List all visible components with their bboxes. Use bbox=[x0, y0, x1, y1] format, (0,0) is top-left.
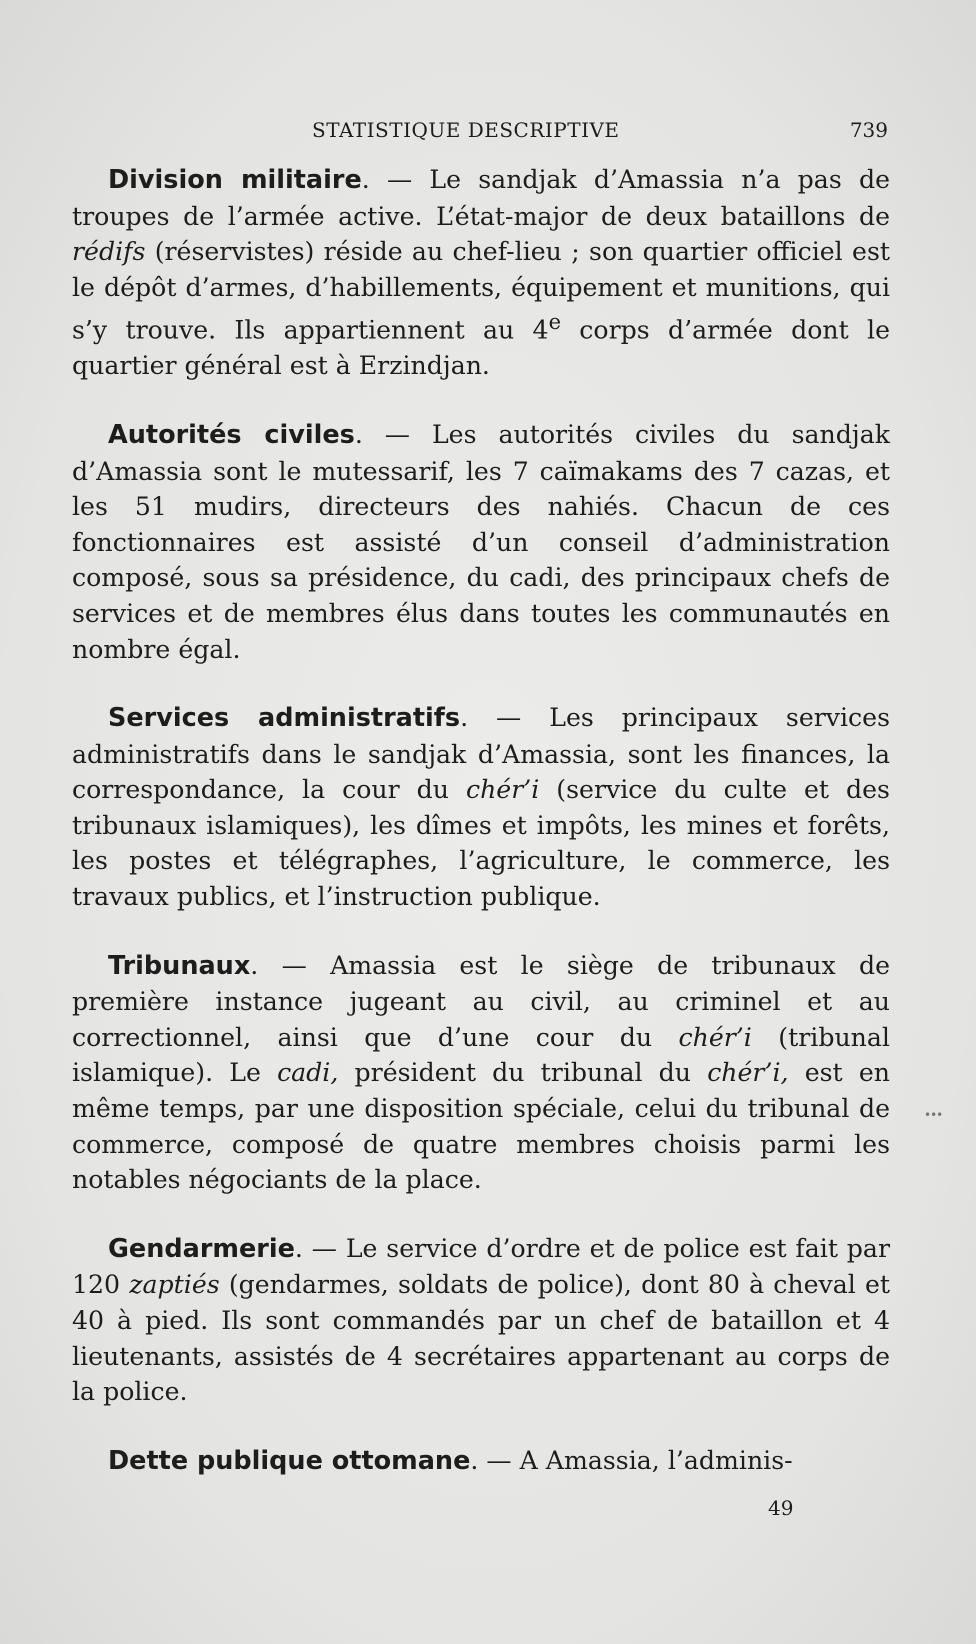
ordinal-superscript: e bbox=[548, 310, 562, 335]
paragraph-services-administratifs bbox=[72, 700, 890, 915]
italic-term: cadi, bbox=[277, 1058, 339, 1088]
section-heading: Division militaire bbox=[108, 165, 362, 195]
paragraph-text: . — Les principaux services administratifs dans le sandjak d’Amassia, sont les finances, la correspondance, la cour du bbox=[72, 703, 890, 805]
paragraph-text: président du tribunal du bbox=[338, 1058, 708, 1088]
body-text bbox=[72, 162, 890, 1512]
italic-term: chér’i bbox=[678, 1022, 752, 1052]
paragraph-text: (gendarmes, soldats de police), dont 80 à cheval et 40 à pied. Ils sont commandés par un chef de bataillon et 4 lieutenants, assistés de 4 secrétaires appartenant au corps de la police. bbox=[72, 1270, 890, 1407]
edge-mark: ••• bbox=[924, 1108, 943, 1122]
section-heading: Tribunaux bbox=[108, 950, 251, 981]
italic-term: zaptiés bbox=[129, 1270, 220, 1300]
paragraph-text: (service du culte et des tribunaux islamiques), les dîmes et impôts, les mines et forêts, les postes et télégraphes, l’agriculture, le commerce, les travaux publics, et l’instruction publique. bbox=[72, 775, 890, 912]
paragraph-text: corps d’armée dont le quartier général est à Erzindjan. bbox=[72, 315, 890, 381]
paragraph-text: . — Les autorités civiles du sandjak d’Amassia sont le mutessarif, les 7 caïmakams des 7 cazas, et les 51 mudirs, directeurs des nahiés. Chacun de ces fonctionnaires est assisté d’un conseil d’administration composé, sous sa présidence, du cadi, des principaux chefs de services et de membres élus dans toutes les communautés en nombre égal. bbox=[72, 419, 890, 664]
paragraph-dette-publique bbox=[72, 1443, 890, 1480]
page-number: 739 bbox=[849, 118, 888, 142]
italic-term: chér’i bbox=[465, 775, 540, 805]
paragraph-text: (réservistes) réside au chef-lieu ; son quartier officiel est le dépôt d’armes, d’habillements, équipement et munitions, qui s’y trouve. Ils appartiennent au 4 bbox=[72, 237, 890, 345]
running-title: STATISTIQUE DESCRIPTIVE bbox=[312, 118, 620, 142]
section-heading: Autorités civiles bbox=[108, 419, 355, 450]
paragraph-text: . — Le service d’ordre et de police est fait par 120 bbox=[72, 1233, 890, 1300]
paragraph-text: . — A Amassia, l’adminis- bbox=[470, 1445, 793, 1475]
paragraph-text: . — Amassia est le siège de tribunaux de première instance jugeant au civil, au criminel et au correctionnel, ainsi que d’une cour du bbox=[72, 950, 890, 1052]
italic-term: rédifs bbox=[72, 237, 146, 267]
paragraph-autorites-civiles bbox=[72, 417, 890, 667]
paragraph-gendarmerie bbox=[72, 1231, 890, 1410]
paragraph-text: est en même temps, par une disposition spéciale, celui du tribunal de commerce, composé de quatre membres choisis parmi les notables négociants de la place. bbox=[72, 1058, 890, 1195]
section-heading: Gendarmerie bbox=[108, 1233, 295, 1264]
paragraph-text: . — Le sandjak d’Amassia n’a pas de troupes de l’armée active. L’état-major de deux bataillons de bbox=[72, 165, 890, 231]
section-heading: Dette publique ottomane bbox=[108, 1445, 471, 1476]
paragraph-tribunaux bbox=[72, 948, 890, 1198]
paragraph-division-militaire bbox=[72, 162, 890, 384]
signature-mark: 49 bbox=[768, 1496, 794, 1520]
paragraph-text: (tribunal islamique). Le bbox=[72, 1022, 890, 1088]
page-header bbox=[312, 118, 888, 152]
section-heading: Services administratifs bbox=[108, 703, 461, 734]
italic-term: chér’i, bbox=[707, 1058, 789, 1088]
